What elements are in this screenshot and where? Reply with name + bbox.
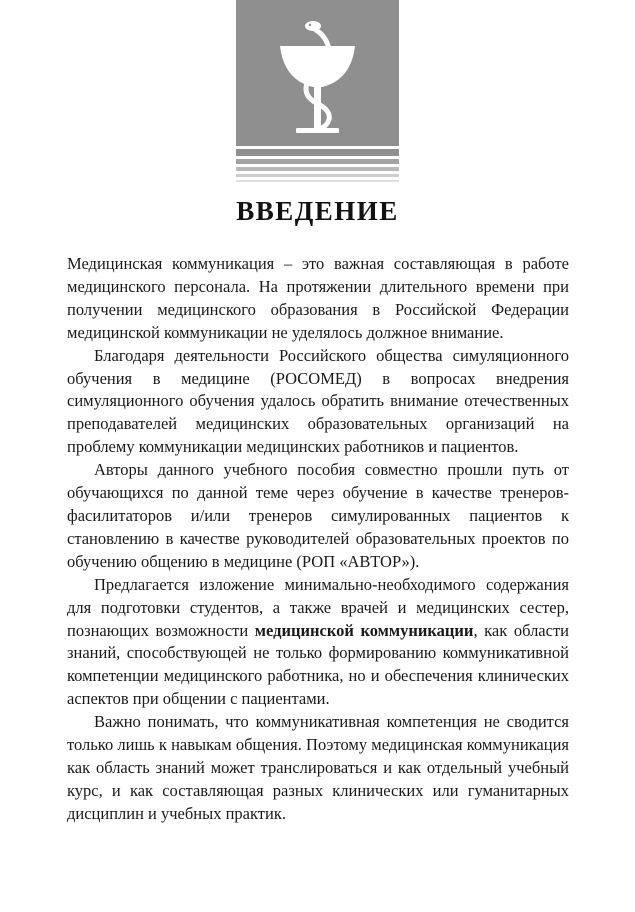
paragraph: Благодаря деятельности Российского общества симуляционного обучения в медицине (РОСОМЕД) в вопросах внедрения симуляционного обучения удалось обратить внимание отечественных преподавателей медицинских образовательных организаций на проблему коммуникации медицинских работников и пациентов. bbox=[67, 345, 569, 457]
emphasized-term: медицинской коммуникации bbox=[254, 620, 474, 640]
paragraph: Авторы данного учебного пособия совместно прошли путь от обучающихся по данной теме через обучение в качестве тренеров-фасилитаторов и/или тренеров симулированных пациентов к становлению в качестве руководителей образовательных проектов по обучению общению в медицине (РОП «АВТОР»). bbox=[67, 460, 569, 571]
chapter-emblem bbox=[236, 0, 399, 185]
body-text bbox=[67, 253, 569, 826]
paragraph-text: , как области знаний, способствующей не только формированию коммуникативной компетенции медицинского работника, но и обеспечения клинических аспектов при общении с пациентами. bbox=[67, 620, 569, 709]
paragraph-text: Предлагается изложение минимально-необходимого содержания для подготовки студентов, а также врачей и медицинских сестер, познающих возможности bbox=[67, 574, 569, 640]
chapter-title: ВВЕДЕНИЕ bbox=[236, 196, 399, 226]
paragraph bbox=[67, 574, 569, 711]
bowl-of-hygieia-icon bbox=[236, 0, 399, 185]
paragraph: Медицинская коммуникация – это важная составляющая в работе медицинского персонала. На протяжении длительного времени при получении медицинского образования в Российской Федерации медицинской коммуникации не уделялось должное внимание. bbox=[67, 254, 569, 342]
paragraph: Важно понимать, что коммуникативная компетенция не сводится только лишь к навыкам общения. Поэтому медицинская коммуникация как область знаний может транслироваться и как отдельный учебный курс, и как составляющая разных клинических или гуманитарных дисциплин и учебных практик. bbox=[67, 712, 569, 823]
